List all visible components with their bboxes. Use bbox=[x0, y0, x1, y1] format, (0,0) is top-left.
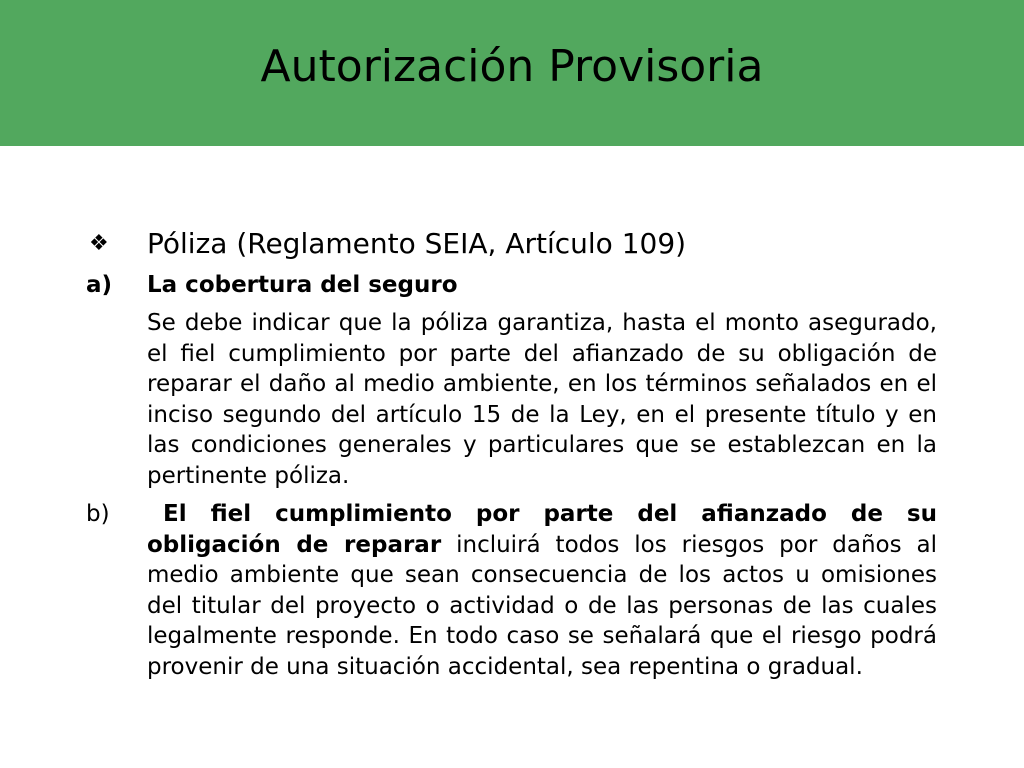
item-a-paragraph: Se debe indicar que la póliza garantiza, hasta el monto asegurado, el fiel cumplimiento por parte del afianzado de su obligación de reparar el daño al medio ambiente, en los términos señalados en el inciso segundo del artículo 15 de la Ley, en el presente título y en las condiciones generales y particulares que se establezcan en la pertinente póliza. bbox=[147, 310, 937, 489]
diamond-bullet-icon: ❖ bbox=[89, 231, 109, 256]
item-a-heading: La cobertura del seguro bbox=[147, 272, 458, 298]
item-b-marker: b) bbox=[86, 501, 110, 527]
item-b-paragraph-block bbox=[147, 499, 937, 682]
slide-title: Autorización Provisoria bbox=[260, 41, 764, 92]
item-b-bold-lead: El fiel cumplimiento por parte del afianzado de su obligación de reparar bbox=[147, 501, 937, 558]
bullet-text: Póliza (Reglamento SEIA, Artículo 109) bbox=[147, 227, 687, 260]
item-b-paragraph: incluirá todos los riesgos por daños al medio ambiente que sean consecuencia de los actos u omisiones del titular del proyecto o actividad o de las personas de las cuales legalmente responde. En todo caso se señalará que el riesgo podrá provenir de una situación accidental, sea repentina o gradual. bbox=[147, 531, 937, 680]
item-a-marker: a) bbox=[86, 272, 113, 298]
